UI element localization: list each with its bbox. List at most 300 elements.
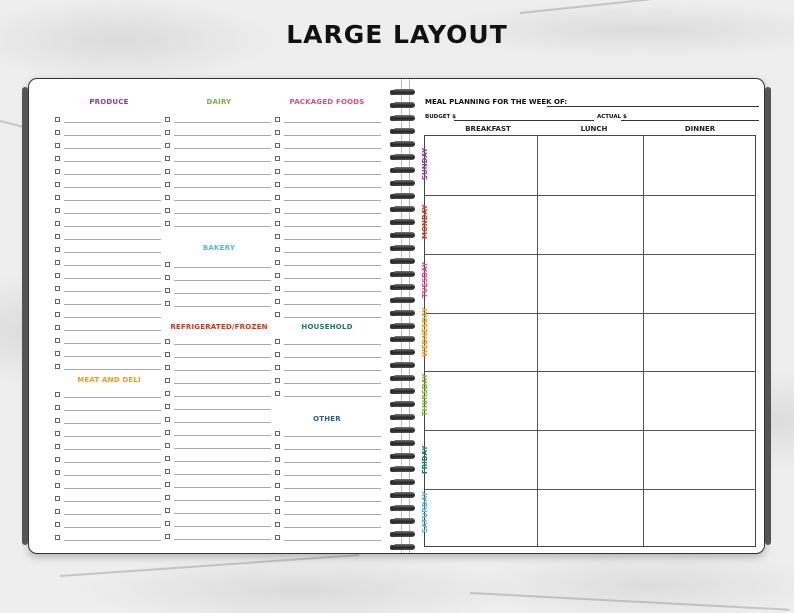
- grocery-row[interactable]: [165, 128, 271, 136]
- grocery-row[interactable]: [275, 310, 381, 318]
- grocery-row[interactable]: [55, 390, 161, 398]
- checkbox[interactable]: [275, 352, 280, 357]
- grocery-row[interactable]: [275, 258, 381, 266]
- checkbox[interactable]: [165, 143, 170, 148]
- checkbox[interactable]: [165, 339, 170, 344]
- write-line: [64, 343, 161, 344]
- checkbox[interactable]: [275, 182, 280, 187]
- write-line: [284, 200, 381, 201]
- checkbox[interactable]: [55, 470, 60, 475]
- grid-divider: [643, 136, 644, 546]
- grocery-row[interactable]: [55, 323, 161, 331]
- grocery-row[interactable]: [55, 219, 161, 227]
- grocery-row[interactable]: [165, 519, 271, 527]
- write-line: [284, 383, 381, 384]
- actual-label: ACTUAL $: [597, 114, 627, 120]
- grocery-row[interactable]: [165, 363, 271, 371]
- grocery-row[interactable]: [55, 494, 161, 502]
- checkbox[interactable]: [165, 378, 170, 383]
- write-line: [64, 148, 161, 149]
- day-label-sunday: SUNDAY: [421, 147, 429, 181]
- grocery-row[interactable]: [165, 428, 271, 436]
- write-line: [174, 435, 271, 436]
- grocery-row[interactable]: [165, 402, 271, 410]
- write-line: [174, 448, 271, 449]
- write-line: [174, 461, 271, 462]
- category-packaged-foods: PACKAGED FOODS: [289, 98, 365, 106]
- checkbox[interactable]: [55, 338, 60, 343]
- checkbox[interactable]: [275, 444, 280, 449]
- grocery-row[interactable]: [55, 429, 161, 437]
- spiral-coil: [388, 375, 416, 382]
- checkbox[interactable]: [275, 273, 280, 278]
- write-line: [284, 265, 381, 266]
- grocery-row[interactable]: [165, 273, 271, 281]
- grocery-row[interactable]: [165, 532, 271, 540]
- checkbox[interactable]: [275, 117, 280, 122]
- grocery-row[interactable]: [55, 481, 161, 489]
- grocery-row[interactable]: [275, 363, 381, 371]
- category-refrigerated-frozen: REFRIGERATED/FROZEN: [170, 323, 268, 331]
- spiral-coil: [388, 518, 416, 525]
- spiral-coil: [388, 115, 416, 122]
- grocery-row[interactable]: [165, 441, 271, 449]
- grocery-row[interactable]: [165, 115, 271, 123]
- meal-plan-page: [421, 85, 759, 549]
- write-line: [174, 122, 271, 123]
- checkbox[interactable]: [165, 352, 170, 357]
- grocery-row[interactable]: [165, 219, 271, 227]
- checkbox[interactable]: [55, 260, 60, 265]
- write-line: [64, 397, 161, 398]
- grocery-row[interactable]: [275, 206, 381, 214]
- category-dairy: DAIRY: [206, 98, 232, 106]
- checkbox[interactable]: [55, 312, 60, 317]
- write-line: [174, 500, 271, 501]
- grocery-row[interactable]: [55, 232, 161, 240]
- write-line: [284, 540, 381, 541]
- column-lunch: LUNCH: [580, 125, 608, 133]
- write-line: [64, 200, 161, 201]
- write-line: [64, 304, 161, 305]
- grocery-row[interactable]: [275, 350, 381, 358]
- write-line: [174, 344, 271, 345]
- write-line: [174, 409, 271, 410]
- checkbox[interactable]: [55, 208, 60, 213]
- write-line: [174, 293, 271, 294]
- spiral-coil: [388, 193, 416, 200]
- grocery-row[interactable]: [275, 271, 381, 279]
- write-line: [284, 501, 381, 502]
- write-line: [64, 436, 161, 437]
- grocery-row[interactable]: [55, 336, 161, 344]
- checkbox[interactable]: [55, 169, 60, 174]
- write-line: [64, 291, 161, 292]
- spiral-coil: [388, 180, 416, 187]
- checkbox[interactable]: [55, 156, 60, 161]
- grocery-row[interactable]: [165, 337, 271, 345]
- write-line: [284, 148, 381, 149]
- write-line: [64, 410, 161, 411]
- write-line: [174, 187, 271, 188]
- grocery-row[interactable]: [55, 180, 161, 188]
- grid-row-divider: [425, 430, 755, 431]
- checkbox[interactable]: [165, 262, 170, 267]
- book-edge-left: [22, 87, 28, 545]
- checkbox[interactable]: [165, 182, 170, 187]
- checkbox[interactable]: [165, 534, 170, 539]
- checkbox[interactable]: [275, 234, 280, 239]
- checkbox[interactable]: [275, 483, 280, 488]
- write-line: [284, 488, 381, 489]
- grocery-row[interactable]: [275, 284, 381, 292]
- write-line: [64, 423, 161, 424]
- checkbox[interactable]: [55, 496, 60, 501]
- grocery-row[interactable]: [55, 115, 161, 123]
- grocery-row[interactable]: [165, 299, 271, 307]
- checkbox[interactable]: [55, 351, 60, 356]
- grocery-row[interactable]: [165, 180, 271, 188]
- spiral-coil: [388, 466, 416, 473]
- grocery-row[interactable]: [55, 245, 161, 253]
- checkbox[interactable]: [165, 275, 170, 280]
- category-household: HOUSEHOLD: [301, 323, 353, 331]
- grocery-row[interactable]: [275, 232, 381, 240]
- spiral-coil: [388, 479, 416, 486]
- checkbox[interactable]: [55, 247, 60, 252]
- checkbox[interactable]: [55, 509, 60, 514]
- write-line: [64, 514, 161, 515]
- checkbox[interactable]: [165, 169, 170, 174]
- grocery-row[interactable]: [165, 454, 271, 462]
- spiral-coil: [388, 492, 416, 499]
- checkbox[interactable]: [165, 508, 170, 513]
- spiral-coil: [388, 167, 416, 174]
- week-of-label: MEAL PLANNING FOR THE WEEK OF:: [425, 98, 568, 106]
- checkbox[interactable]: [165, 301, 170, 306]
- grocery-row[interactable]: [275, 337, 381, 345]
- grocery-row[interactable]: [55, 416, 161, 424]
- spiral-coil: [388, 531, 416, 538]
- checkbox[interactable]: [165, 404, 170, 409]
- grocery-row[interactable]: [275, 193, 381, 201]
- grocery-row[interactable]: [275, 455, 381, 463]
- checkbox[interactable]: [275, 378, 280, 383]
- write-line: [284, 174, 381, 175]
- planner-book: [28, 78, 765, 554]
- checkbox[interactable]: [55, 392, 60, 397]
- grocery-row[interactable]: [55, 154, 161, 162]
- grocery-row[interactable]: [165, 167, 271, 175]
- grocery-row[interactable]: [55, 520, 161, 528]
- write-line: [64, 356, 161, 357]
- checkbox[interactable]: [165, 195, 170, 200]
- checkbox[interactable]: [275, 365, 280, 370]
- checkbox[interactable]: [165, 365, 170, 370]
- checkbox[interactable]: [275, 299, 280, 304]
- checkbox[interactable]: [165, 417, 170, 422]
- checkbox[interactable]: [55, 117, 60, 122]
- write-line: [174, 213, 271, 214]
- checkbox[interactable]: [55, 444, 60, 449]
- checkbox[interactable]: [275, 339, 280, 344]
- checkbox[interactable]: [55, 182, 60, 187]
- write-line: [284, 514, 381, 515]
- write-line: [64, 449, 161, 450]
- grocery-row[interactable]: [275, 115, 381, 123]
- grocery-row[interactable]: [55, 507, 161, 515]
- grocery-row[interactable]: [55, 362, 161, 370]
- grocery-row[interactable]: [55, 128, 161, 136]
- write-line: [64, 540, 161, 541]
- checkbox[interactable]: [275, 457, 280, 462]
- grocery-row[interactable]: [165, 141, 271, 149]
- checkbox[interactable]: [55, 325, 60, 330]
- checkbox[interactable]: [165, 495, 170, 500]
- checkbox[interactable]: [55, 364, 60, 369]
- grocery-row[interactable]: [275, 154, 381, 162]
- checkbox[interactable]: [55, 143, 60, 148]
- grocery-row[interactable]: [275, 297, 381, 305]
- write-line: [174, 200, 271, 201]
- grocery-row[interactable]: [275, 245, 381, 253]
- grocery-row[interactable]: [165, 154, 271, 162]
- spiral-coil: [388, 141, 416, 148]
- checkbox[interactable]: [275, 169, 280, 174]
- actual-field[interactable]: [621, 120, 759, 121]
- spiral-coil: [388, 102, 416, 109]
- grocery-row[interactable]: [165, 350, 271, 358]
- write-line: [174, 513, 271, 514]
- spiral-coil: [388, 427, 416, 434]
- grocery-row[interactable]: [165, 467, 271, 475]
- write-line: [174, 226, 271, 227]
- checkbox[interactable]: [165, 482, 170, 487]
- write-line: [284, 527, 381, 528]
- write-line: [284, 436, 381, 437]
- checkbox[interactable]: [275, 143, 280, 148]
- write-line: [64, 475, 161, 476]
- checkbox[interactable]: [165, 430, 170, 435]
- book-edge-right: [765, 87, 771, 545]
- checkbox[interactable]: [165, 221, 170, 226]
- write-line: [284, 370, 381, 371]
- write-line: [64, 252, 161, 253]
- spiral-coil: [388, 349, 416, 356]
- checkbox[interactable]: [275, 522, 280, 527]
- spiral-coil: [388, 89, 416, 96]
- grocery-row[interactable]: [55, 141, 161, 149]
- checkbox[interactable]: [275, 470, 280, 475]
- checkbox[interactable]: [275, 391, 280, 396]
- write-line: [64, 330, 161, 331]
- grocery-row[interactable]: [275, 180, 381, 188]
- grocery-row[interactable]: [275, 219, 381, 227]
- grocery-row[interactable]: [55, 442, 161, 450]
- write-line: [64, 122, 161, 123]
- checkbox[interactable]: [55, 535, 60, 540]
- checkbox[interactable]: [165, 391, 170, 396]
- checkbox[interactable]: [55, 522, 60, 527]
- grocery-row[interactable]: [165, 389, 271, 397]
- budget-label: BUDGET $: [425, 114, 456, 120]
- checkbox[interactable]: [55, 221, 60, 226]
- grocery-row[interactable]: [275, 429, 381, 437]
- grocery-row[interactable]: [55, 193, 161, 201]
- checkbox[interactable]: [55, 273, 60, 278]
- write-line: [174, 357, 271, 358]
- write-line: [64, 265, 161, 266]
- write-line: [64, 462, 161, 463]
- write-line: [284, 304, 381, 305]
- checkbox[interactable]: [55, 457, 60, 462]
- grocery-row[interactable]: [55, 271, 161, 279]
- checkbox[interactable]: [275, 260, 280, 265]
- spiral-coil: [388, 219, 416, 226]
- write-line: [284, 135, 381, 136]
- checkbox[interactable]: [55, 286, 60, 291]
- checkbox[interactable]: [55, 299, 60, 304]
- checkbox[interactable]: [165, 288, 170, 293]
- grocery-row[interactable]: [275, 167, 381, 175]
- write-line: [284, 226, 381, 227]
- checkbox[interactable]: [275, 130, 280, 135]
- write-line: [284, 213, 381, 214]
- checkbox[interactable]: [165, 156, 170, 161]
- write-line: [284, 449, 381, 450]
- spiral-coil: [388, 323, 416, 330]
- grocery-row[interactable]: [275, 376, 381, 384]
- grocery-row[interactable]: [55, 297, 161, 305]
- grocery-row[interactable]: [275, 128, 381, 136]
- grocery-row[interactable]: [275, 494, 381, 502]
- spiral-binding: [387, 83, 417, 553]
- grocery-row[interactable]: [55, 455, 161, 463]
- write-line: [284, 239, 381, 240]
- grocery-row[interactable]: [165, 415, 271, 423]
- grocery-row[interactable]: [275, 507, 381, 515]
- grocery-row[interactable]: [55, 258, 161, 266]
- checkbox[interactable]: [165, 443, 170, 448]
- checkbox[interactable]: [55, 234, 60, 239]
- write-line: [174, 422, 271, 423]
- grid-divider: [537, 136, 538, 546]
- checkbox[interactable]: [55, 483, 60, 488]
- write-line: [174, 135, 271, 136]
- checkbox[interactable]: [55, 130, 60, 135]
- write-line: [64, 501, 161, 502]
- checkbox[interactable]: [55, 418, 60, 423]
- grocery-row[interactable]: [275, 533, 381, 541]
- grocery-row[interactable]: [165, 480, 271, 488]
- grocery-row[interactable]: [55, 310, 161, 318]
- spiral-coil: [388, 258, 416, 265]
- checkbox[interactable]: [165, 521, 170, 526]
- spiral-coil: [388, 310, 416, 317]
- grocery-row[interactable]: [55, 206, 161, 214]
- budget-field[interactable]: [454, 120, 594, 121]
- checkbox[interactable]: [55, 431, 60, 436]
- grid-row-divider: [425, 195, 755, 196]
- checkbox[interactable]: [165, 469, 170, 474]
- grocery-row[interactable]: [165, 506, 271, 514]
- spiral-coil: [388, 414, 416, 421]
- grocery-row[interactable]: [275, 389, 381, 397]
- spiral-coil: [388, 232, 416, 239]
- checkbox[interactable]: [275, 247, 280, 252]
- write-line: [284, 357, 381, 358]
- spiral-coil: [388, 388, 416, 395]
- checkbox[interactable]: [275, 156, 280, 161]
- grid-row-divider: [425, 313, 755, 314]
- write-line: [284, 291, 381, 292]
- checkbox[interactable]: [275, 208, 280, 213]
- grocery-row[interactable]: [55, 468, 161, 476]
- write-line: [64, 239, 161, 240]
- checkbox[interactable]: [165, 130, 170, 135]
- write-line: [174, 370, 271, 371]
- grocery-row[interactable]: [165, 493, 271, 501]
- write-line: [64, 226, 161, 227]
- spiral-coil: [388, 271, 416, 278]
- grocery-row[interactable]: [275, 520, 381, 528]
- checkbox[interactable]: [165, 117, 170, 122]
- grocery-row[interactable]: [55, 403, 161, 411]
- checkbox[interactable]: [165, 208, 170, 213]
- grocery-row[interactable]: [275, 141, 381, 149]
- write-line: [284, 344, 381, 345]
- grocery-row[interactable]: [275, 442, 381, 450]
- checkbox[interactable]: [165, 456, 170, 461]
- category-bakery: BAKERY: [202, 244, 236, 252]
- spiral-coil: [388, 440, 416, 447]
- write-line: [174, 539, 271, 540]
- write-line: [174, 267, 271, 268]
- grocery-row[interactable]: [165, 286, 271, 294]
- grocery-row[interactable]: [55, 533, 161, 541]
- day-label-friday: FRIDAY: [421, 446, 429, 475]
- meal-grid: [421, 125, 756, 547]
- grocery-row[interactable]: [165, 206, 271, 214]
- write-line: [174, 474, 271, 475]
- checkbox[interactable]: [55, 405, 60, 410]
- checkbox[interactable]: [275, 195, 280, 200]
- write-line: [174, 174, 271, 175]
- spiral-coil: [388, 544, 416, 551]
- grocery-row[interactable]: [165, 260, 271, 268]
- write-line: [174, 306, 271, 307]
- page-title: LARGE LAYOUT: [286, 20, 508, 49]
- checkbox[interactable]: [55, 195, 60, 200]
- grocery-row[interactable]: [165, 376, 271, 384]
- marble-vein: [470, 592, 790, 610]
- checkbox[interactable]: [275, 535, 280, 540]
- grocery-row[interactable]: [165, 193, 271, 201]
- checkbox[interactable]: [275, 221, 280, 226]
- write-line: [64, 488, 161, 489]
- grocery-row[interactable]: [55, 284, 161, 292]
- checkbox[interactable]: [275, 286, 280, 291]
- checkbox[interactable]: [275, 509, 280, 514]
- checkbox[interactable]: [275, 431, 280, 436]
- grocery-row[interactable]: [55, 167, 161, 175]
- grocery-row[interactable]: [275, 468, 381, 476]
- checkbox[interactable]: [275, 496, 280, 501]
- grocery-row[interactable]: [275, 481, 381, 489]
- week-of-field[interactable]: [547, 106, 759, 107]
- grocery-row[interactable]: [55, 349, 161, 357]
- checkbox[interactable]: [275, 312, 280, 317]
